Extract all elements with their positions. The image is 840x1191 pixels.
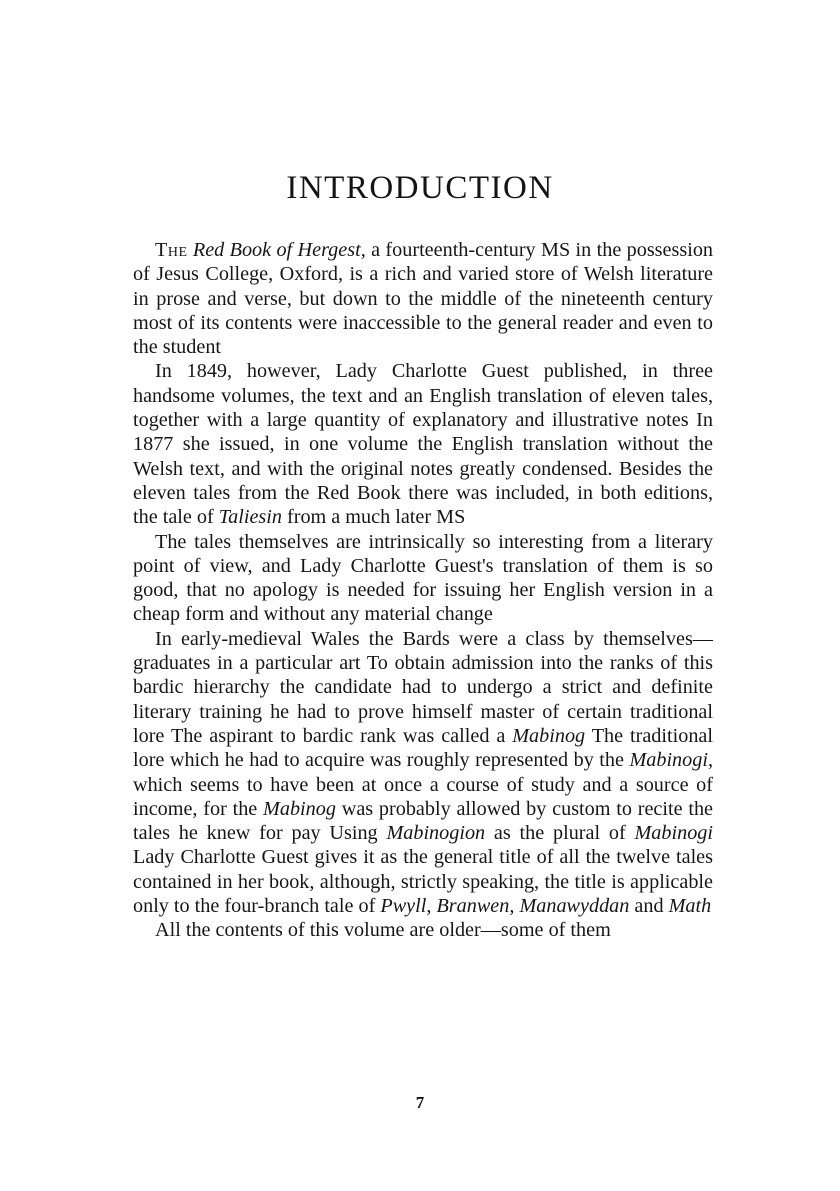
- paragraph-lead-word: The: [155, 239, 188, 261]
- italic-title-text: Math: [668, 895, 712, 918]
- italic-title-text: Mabinogi: [629, 749, 708, 772]
- italic-title-text: Mabinogi: [634, 822, 713, 845]
- page-number: 7: [415, 1093, 425, 1112]
- text-run: The tales themselves are intrinsically so interesting from a literary point of view, and Lady Charlotte Guest's translation of them is so good, that no apology is needed for issuing her English version in a cheap form and without any material change: [133, 530, 713, 626]
- italic-title-text: Red Book of Hergest: [192, 239, 361, 261]
- italic-title-text: Taliesin: [218, 506, 282, 529]
- italic-title-text: Branwen: [436, 895, 510, 918]
- text-run: All the contents of this volume are older—some of them: [155, 919, 611, 942]
- text-run: ,: [426, 895, 437, 918]
- text-run: from a much later MS: [281, 506, 466, 529]
- paragraph: [133, 359, 713, 529]
- text-run: , a fourteenth-century MS in the possession of Jesus College, Oxford, is a rich and varied store of Welsh literature in prose and verse, but down to the middle of the nineteenth century most of its contents were inaccessible to the general reader and even to the student: [133, 239, 714, 359]
- paragraph: [133, 627, 713, 919]
- text-run: In 1849, however, Lady Charlotte Guest published, in three handsome volumes, the text and an English translation of eleven tales, together with a large quantity of explanatory and illustrative notes In 1877 she issued, in one volume the English translation without the Welsh text, and with the original notes greatly condensed. Besides the eleven tales from the Red Book there was included, in both editions, the tale of: [133, 360, 713, 529]
- text-run: The traditional lore which he had to acquire was roughly represented by the: [133, 724, 713, 772]
- paragraph: [133, 918, 713, 942]
- text-run: and: [629, 895, 669, 918]
- text-run: In early-medieval Wales the Bards were a class by themselves—graduates in a particular art To obtain admission into the ranks of this bardic hierarchy the candidate had to undergo a strict and definite literary training he had to prove himself master of certain traditional lore The aspirant to bardic rank was called a: [133, 627, 713, 747]
- body-text: [133, 238, 713, 943]
- italic-title-text: Manawyddan: [519, 895, 630, 918]
- text-run: , which seems to have been at once a course of study and a source of income, for the: [133, 749, 713, 820]
- page-title: INTRODUCTION: [286, 170, 554, 206]
- paragraph: [133, 530, 713, 627]
- italic-title-text: Mabinogion: [386, 822, 486, 845]
- paragraph: [133, 238, 713, 359]
- italic-title-text: Mabinog: [263, 797, 336, 820]
- text-run: Lady Charlotte Guest gives it as the general title of all the twelve tales contained in her book, although, strictly speaking, the title is applicable only to the four-branch tale of: [133, 846, 713, 918]
- text-run: was probably allowed by custom to recite the tales he knew for pay Using: [133, 797, 714, 845]
- text-run: ,: [509, 895, 520, 918]
- text-run: as the plural of: [485, 822, 635, 845]
- italic-title-text: Mabinog: [512, 724, 586, 747]
- italic-title-text: Pwyll: [380, 895, 427, 918]
